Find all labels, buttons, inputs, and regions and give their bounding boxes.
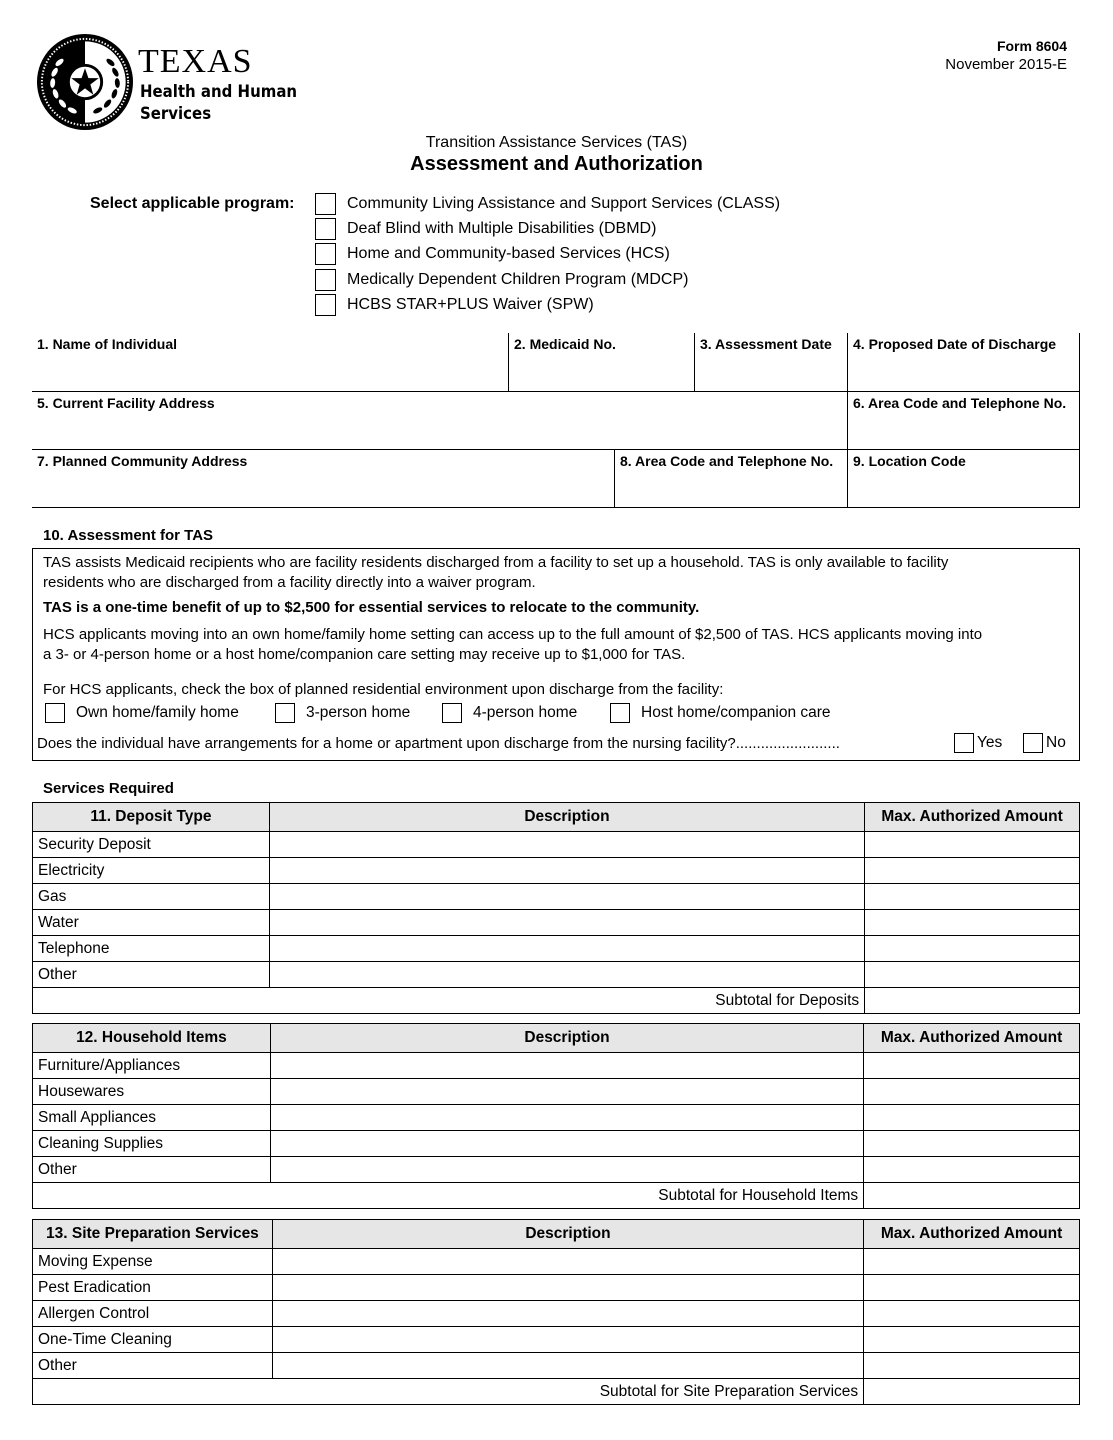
checkbox[interactable] — [315, 269, 336, 291]
description-cell[interactable] — [270, 1105, 863, 1131]
program-option-spw[interactable] — [315, 293, 594, 317]
text-line: a 3- or 4-person home or a host home/companion care setting may receive up to $1,000 for TAS. — [43, 646, 686, 663]
description-cell[interactable] — [269, 832, 864, 858]
option-label: Yes — [977, 734, 1003, 751]
checkbox[interactable] — [442, 703, 462, 723]
amount-cell[interactable] — [864, 1079, 1080, 1105]
agency-line-3: Services — [140, 104, 212, 124]
checkbox[interactable] — [954, 733, 974, 753]
table-row — [33, 1327, 1080, 1353]
field-label: 6. Area Code and Telephone No. — [853, 395, 1067, 411]
proposed-discharge-date-field[interactable] — [847, 333, 1080, 391]
program-option-dbmd[interactable] — [315, 217, 656, 241]
amount-header: Max. Authorized Amount — [864, 1024, 1080, 1053]
description-cell[interactable] — [270, 1053, 863, 1079]
field-label: 4. Proposed Date of Discharge — [853, 336, 1057, 352]
amount-cell[interactable] — [864, 1275, 1080, 1301]
subtotal-label: Subtotal for Site Preparation Services — [33, 1379, 864, 1405]
checkbox[interactable] — [275, 703, 295, 723]
amount-cell[interactable] — [865, 832, 1080, 858]
option-label: Community Living Assistance and Support Services (CLASS) — [347, 195, 781, 212]
subtotal-amount-cell[interactable] — [864, 1183, 1080, 1209]
option-label: Own home/family home — [76, 704, 239, 721]
subtotal-label: Subtotal for Household Items — [33, 1183, 864, 1209]
description-cell[interactable] — [269, 884, 864, 910]
table-header-row — [33, 1024, 1080, 1053]
form-revision-date: November 2015-E — [945, 56, 1067, 73]
amount-cell[interactable] — [864, 1301, 1080, 1327]
description-cell[interactable] — [269, 858, 864, 884]
program-select-label: Select applicable program: — [90, 195, 295, 212]
subtotal-amount-cell[interactable] — [864, 1379, 1080, 1405]
checkbox[interactable] — [1023, 733, 1043, 753]
amount-cell[interactable] — [864, 1053, 1080, 1079]
description-cell[interactable] — [269, 910, 864, 936]
env-option-host-home[interactable] — [610, 703, 831, 723]
table-row — [33, 962, 1080, 988]
location-code-field[interactable] — [847, 449, 1080, 508]
household-items-header: 12. Household Items — [33, 1024, 271, 1053]
amount-cell[interactable] — [865, 858, 1080, 884]
subtotal-amount-cell[interactable] — [865, 988, 1080, 1014]
row-label: Security Deposit — [33, 832, 270, 858]
assessment-para-1 — [43, 553, 948, 593]
assessment-benefit-statement: TAS is a one-time benefit of up to $2,500 for essential services to relocate to the community. — [43, 599, 700, 616]
services-heading: Services Required — [43, 780, 174, 797]
page-title: Assessment and Authorization — [410, 153, 703, 175]
amount-cell[interactable] — [864, 1353, 1080, 1379]
row-label: One-Time Cleaning — [33, 1327, 273, 1353]
description-header: Description — [269, 803, 864, 832]
site-prep-header: 13. Site Preparation Services — [33, 1220, 273, 1249]
table-row — [33, 1353, 1080, 1379]
description-cell[interactable] — [272, 1353, 863, 1379]
table-row — [33, 858, 1080, 884]
site-preparation-table — [32, 1219, 1080, 1405]
amount-cell[interactable] — [865, 936, 1080, 962]
option-label: Deaf Blind with Multiple Disabilities (DBMD) — [347, 220, 657, 237]
description-cell[interactable] — [270, 1079, 863, 1105]
individual-info-grid — [32, 333, 1080, 508]
row-label: Furniture/Appliances — [33, 1053, 271, 1079]
description-cell[interactable] — [269, 962, 864, 988]
table-row — [33, 832, 1080, 858]
field-label: 9. Location Code — [853, 453, 966, 469]
amount-cell[interactable] — [865, 962, 1080, 988]
agency-name-texas: TEXAS — [138, 43, 253, 80]
env-option-4-person-home[interactable] — [442, 703, 577, 723]
medicaid-no-field[interactable] — [508, 333, 694, 391]
description-cell[interactable] — [270, 1131, 863, 1157]
option-label: Host home/companion care — [641, 704, 831, 721]
arrangement-question: Does the individual have arrangements for a home or apartment upon discharge from the nursing facility?......................... — [37, 735, 840, 752]
checkbox[interactable] — [45, 703, 65, 723]
description-cell[interactable] — [272, 1327, 863, 1353]
table-row — [33, 884, 1080, 910]
option-label: 3-person home — [306, 704, 411, 721]
row-label: Other — [33, 1353, 273, 1379]
amount-cell[interactable] — [864, 1157, 1080, 1183]
row-label: Allergen Control — [33, 1301, 273, 1327]
table-row — [33, 910, 1080, 936]
checkbox[interactable] — [315, 193, 336, 215]
table-row — [33, 1079, 1080, 1105]
table-row — [33, 1105, 1080, 1131]
table-row — [33, 1275, 1080, 1301]
form-number: Form 8604 — [996, 38, 1067, 54]
program-option-mdcp[interactable] — [315, 268, 688, 292]
table-row — [33, 1157, 1080, 1183]
arrangement-no-option[interactable] — [1023, 733, 1066, 753]
checkbox[interactable] — [315, 218, 336, 240]
field-label: 8. Area Code and Telephone No. — [620, 453, 834, 469]
checkbox[interactable] — [315, 294, 336, 316]
option-label: Home and Community-based Services (HCS) — [347, 245, 670, 262]
amount-header: Max. Authorized Amount — [864, 1220, 1080, 1249]
name-of-individual-field[interactable] — [32, 333, 508, 391]
row-label: Housewares — [33, 1079, 271, 1105]
table-row — [33, 1131, 1080, 1157]
amount-cell[interactable] — [864, 1327, 1080, 1353]
amount-cell[interactable] — [864, 1249, 1080, 1275]
row-label: Electricity — [33, 858, 270, 884]
row-label: Moving Expense — [33, 1249, 273, 1275]
option-label: No — [1046, 734, 1066, 751]
text-line: HCS applicants moving into an own home/family home setting can access up to the full amount of $2,500 of TAS. HCS applicants moving into — [43, 626, 983, 643]
household-items-table — [32, 1023, 1080, 1209]
facility-telephone-field[interactable] — [847, 391, 1080, 449]
subtotal-row — [33, 1379, 1080, 1405]
table-header-row — [33, 803, 1080, 832]
current-facility-address-field[interactable] — [32, 391, 847, 449]
option-label: HCBS STAR+PLUS Waiver (SPW) — [347, 296, 594, 313]
texas-seal-logo-icon — [36, 33, 134, 131]
description-cell[interactable] — [270, 1157, 863, 1183]
amount-cell[interactable] — [864, 1131, 1080, 1157]
deposits-table — [32, 802, 1080, 1014]
program-option-hcs[interactable] — [315, 242, 670, 266]
arrangement-yes-option[interactable] — [954, 733, 1002, 753]
subtotal-row — [33, 1183, 1080, 1209]
residential-env-prompt: For HCS applicants, check the box of planned residential environment upon discharge from the facility: — [43, 681, 724, 698]
description-cell[interactable] — [272, 1275, 863, 1301]
row-label: Pest Eradication — [33, 1275, 273, 1301]
description-header: Description — [270, 1024, 863, 1053]
row-label: Other — [33, 962, 270, 988]
field-label: 1. Name of Individual — [37, 336, 178, 352]
description-cell[interactable] — [269, 936, 864, 962]
table-header-row — [33, 1220, 1080, 1249]
checkbox[interactable] — [315, 243, 336, 265]
subtotal-label: Subtotal for Deposits — [33, 988, 865, 1014]
row-label: Gas — [33, 884, 270, 910]
description-cell[interactable] — [272, 1301, 863, 1327]
agency-name-hhs — [140, 81, 297, 125]
row-label: Telephone — [33, 936, 270, 962]
table-row — [33, 1053, 1080, 1079]
community-telephone-field[interactable] — [614, 449, 847, 508]
assessment-heading: 10. Assessment for TAS — [43, 527, 214, 544]
table-row — [33, 1249, 1080, 1275]
env-option-own-home[interactable] — [45, 703, 239, 723]
field-label: 2. Medicaid No. — [514, 336, 616, 352]
checkbox[interactable] — [610, 703, 630, 723]
description-header: Description — [272, 1220, 863, 1249]
table-row — [33, 1301, 1080, 1327]
field-label: 5. Current Facility Address — [37, 395, 215, 411]
amount-cell[interactable] — [865, 910, 1080, 936]
text-line: TAS assists Medicaid recipients who are facility residents discharged from a facility to set up a household. TAS is only available to facility — [43, 554, 949, 571]
planned-community-address-field[interactable] — [32, 449, 614, 508]
table-row — [33, 936, 1080, 962]
field-label: 3. Assessment Date — [700, 336, 832, 352]
amount-cell[interactable] — [864, 1105, 1080, 1131]
description-cell[interactable] — [272, 1249, 863, 1275]
text-line: residents who are discharged from a facility directly into a waiver program. — [43, 574, 536, 591]
assessment-date-field[interactable] — [694, 333, 847, 391]
row-label: Small Appliances — [33, 1105, 271, 1131]
row-label: Other — [33, 1157, 271, 1183]
row-label: Cleaning Supplies — [33, 1131, 271, 1157]
amount-header: Max. Authorized Amount — [865, 803, 1080, 832]
row-label: Water — [33, 910, 270, 936]
option-label: Medically Dependent Children Program (MDCP) — [347, 271, 689, 288]
program-option-class[interactable] — [315, 192, 780, 216]
agency-line-2: Health and Human — [140, 82, 298, 102]
env-option-3-person-home[interactable] — [275, 703, 410, 723]
subtotal-row — [33, 988, 1080, 1014]
option-label: 4-person home — [473, 704, 578, 721]
deposit-type-header: 11. Deposit Type — [33, 803, 270, 832]
assessment-para-3 — [43, 625, 982, 665]
form-subtitle: Transition Assistance Services (TAS) — [425, 134, 688, 151]
amount-cell[interactable] — [865, 884, 1080, 910]
field-label: 7. Planned Community Address — [37, 453, 248, 469]
